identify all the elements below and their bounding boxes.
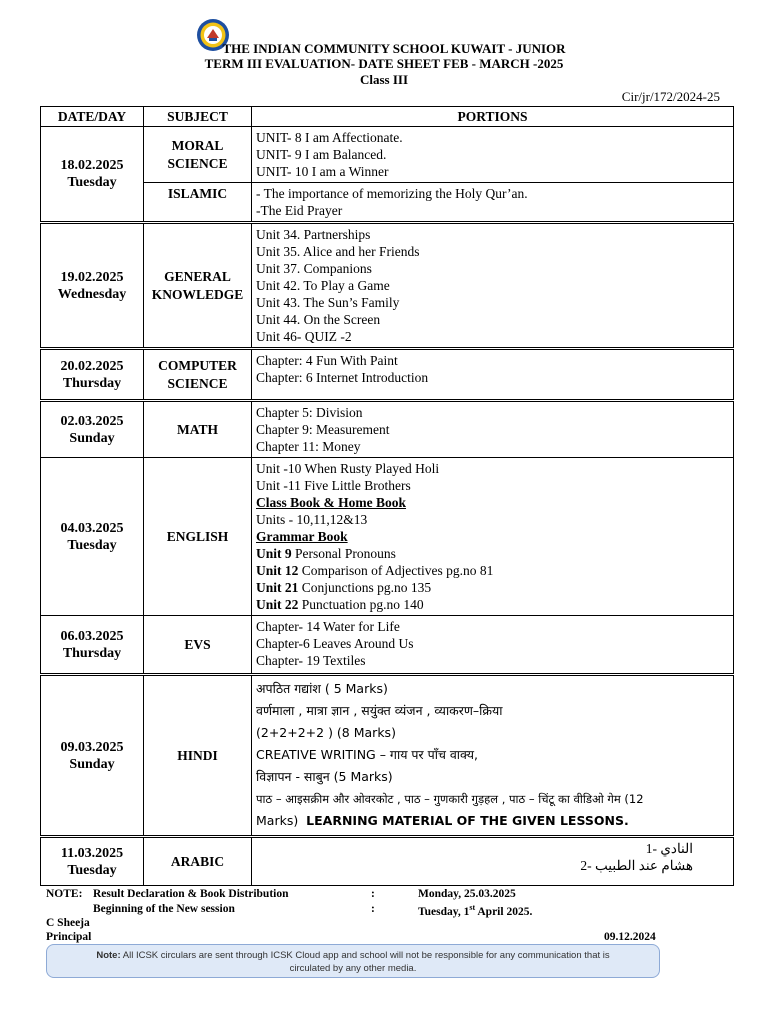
subject-name: ISLAMIC [167, 186, 228, 201]
grammar-line [256, 596, 729, 613]
subject-name: ARABIC [170, 853, 225, 869]
day-text: Tuesday [67, 537, 117, 553]
day-text: Wednesday [57, 286, 127, 302]
date-cell [41, 127, 144, 222]
portions-cell [252, 350, 734, 400]
grammar-line [256, 579, 729, 596]
date-text: 18.02.2025 [60, 158, 124, 173]
table-row [41, 616, 734, 674]
signatory-title: Principal [46, 931, 92, 943]
grammar-line [256, 562, 729, 579]
subject-name: ENGLISH [166, 528, 229, 544]
portion-line: Unit 44. On the Screen [256, 312, 381, 327]
grammar-unit: Unit 9 [256, 546, 292, 561]
subject-name: HINDI [177, 747, 218, 763]
day-text: Tuesday [67, 862, 117, 878]
subject-cell [144, 458, 252, 616]
classbook-heading: Class Book & Home Book [256, 495, 407, 510]
portions-cell [252, 676, 734, 836]
table-row [41, 676, 734, 836]
subject-name: COMPUTER [158, 357, 237, 373]
note-item-2: Beginning of the New session [93, 903, 235, 915]
table-row [41, 350, 734, 400]
note-item-1: Result Declaration & Book Distribution [93, 888, 289, 900]
portions-cell [252, 838, 734, 886]
portions-cell [252, 224, 734, 348]
table-row [41, 458, 734, 616]
header-date: DATE/DAY [41, 107, 144, 127]
portion-line: Chapter: 6 Internet Introduction [256, 370, 429, 385]
portion-line: UNIT- 8 I am Affectionate. [256, 130, 403, 145]
portion-line: Chapter- 14 Water for Life [256, 619, 400, 634]
subject-cell [144, 127, 252, 183]
footer-note-line [47, 949, 659, 962]
portion-line: 1- النادي [645, 841, 693, 856]
day-text: Thursday [62, 375, 122, 391]
day-text: Tuesday [67, 175, 117, 190]
note-label: NOTE: [46, 888, 83, 900]
subject-cell [144, 183, 252, 222]
portion-line: Unit 42. To Play a Game [256, 278, 390, 293]
date-text: 11.03.2025 [60, 845, 124, 861]
day-text: Thursday [62, 645, 122, 661]
portion-line: Chapter-6 Leaves Around Us [256, 636, 414, 651]
date-sheet-table-wrap [40, 106, 733, 886]
grammar-unit: Unit 12 [256, 563, 299, 578]
grammar-text: Conjunctions pg.no 135 [298, 580, 432, 595]
grammar-heading: Grammar Book [256, 529, 348, 544]
note-colon-2: : [371, 903, 375, 915]
portion-line: अपठित गद्यांश ( 5 Marks) [256, 681, 388, 696]
portion-line: UNIT- 10 I am a Winner [256, 164, 389, 179]
portion-line: Chapter: 4 Fun With Paint [256, 353, 398, 368]
circular-number: Cir/jr/172/2024-25 [621, 89, 720, 104]
portion-line: Chapter 9: Measurement [256, 422, 390, 437]
date-text: 06.03.2025 [60, 628, 124, 644]
subject-name: MORAL [171, 137, 224, 153]
date-cell [41, 224, 144, 348]
grammar-text: Comparison of Adjectives pg.no 81 [298, 563, 494, 578]
term-title: TERM III EVALUATION- DATE SHEET FEB - MARCH -2025 [204, 56, 564, 71]
portion-line: वर्णमाला , मात्रा ज्ञान , सयुंक्त व्यंजन , व्याकरण–क्रिया [256, 703, 503, 718]
date-cell [41, 838, 144, 886]
table-row [41, 402, 734, 458]
date-text: 09.03.2025 [60, 739, 124, 755]
subject-cell [144, 224, 252, 348]
portion-line: 2- هشام عند الطبيب [580, 858, 693, 873]
date-text: 04.03.2025 [60, 520, 124, 536]
table-row [41, 224, 734, 348]
header-portions: PORTIONS [252, 107, 734, 127]
subject-cell [144, 838, 252, 886]
portion-line: -The Eid Prayer [256, 203, 343, 218]
portion-line: Unit -11 Five Little Brothers [256, 478, 411, 493]
portions-cell [252, 616, 734, 674]
portion-line: Units - 10,11,12&13 [256, 512, 368, 527]
date-text: 20.02.2025 [60, 358, 124, 374]
note-date-text: April 2025. [475, 905, 533, 918]
date-cell [41, 350, 144, 400]
subject-name: KNOWLEDGE [151, 286, 244, 302]
grammar-line [256, 545, 729, 562]
date-cell [41, 616, 144, 674]
subject-name: SCIENCE [167, 375, 228, 391]
table-row [41, 127, 734, 183]
portion-line: Unit 43. The Sun’s Family [256, 295, 400, 310]
grammar-unit: Unit 22 [256, 597, 299, 612]
day-text: Sunday [69, 756, 115, 772]
portions-cell [252, 127, 734, 183]
note-colon-1: : [371, 888, 375, 900]
portion-line: विज्ञापन - साबुन (5 Marks) [256, 769, 393, 784]
subject-name: MATH [177, 421, 218, 437]
date-cell [41, 402, 144, 458]
school-name: THE INDIAN COMMUNITY SCHOOL KUWAIT - JUNIOR [222, 41, 566, 56]
portion-line: Unit 37. Companions [256, 261, 372, 276]
header-subject: SUBJECT [144, 107, 252, 127]
footer-note-line: circulated by any other media. [289, 963, 417, 974]
portion-line: (2+2+2+2 ) (8 Marks) [256, 725, 396, 740]
subject-name: SCIENCE [167, 155, 228, 171]
grammar-text: Personal Pronouns [291, 546, 396, 561]
table-row [41, 183, 734, 222]
portion-line: Unit 46- QUIZ -2 [256, 329, 352, 344]
portion-line: Unit -10 When Rusty Played Holi [256, 461, 440, 476]
portion-line: - The importance of memorizing the Holy Qur’an. [256, 186, 528, 201]
note-date-text: Tuesday, 1 [418, 905, 470, 918]
date-text: 19.02.2025 [60, 269, 124, 285]
class-title: Class III [359, 72, 409, 87]
date-sheet-table [40, 106, 734, 886]
note-date-sup: st [469, 903, 476, 912]
portion-text: Marks) [256, 813, 299, 828]
date-cell [41, 458, 144, 616]
portions-cell [252, 402, 734, 458]
grammar-unit: Unit 21 [256, 580, 299, 595]
date-cell [41, 676, 144, 836]
circular-date: 09.12.2024 [604, 931, 656, 943]
portions-cell [252, 458, 734, 616]
date-text: 02.03.2025 [60, 413, 124, 429]
portions-cell [252, 183, 734, 222]
subject-name: GENERAL [164, 268, 231, 284]
subject-name: EVS [184, 636, 211, 652]
footer-note-box [46, 944, 660, 978]
grammar-text: Punctuation pg.no 140 [298, 597, 424, 612]
learning-material-note: LEARNING MATERIAL OF THE GIVEN LESSONS. [306, 813, 629, 828]
portion-line: पाठ – आइसक्रीम और ओवरकोट , पाठ – गुणकारी गुड़हल , पाठ – चिंटू का वीडिओ गेम (12 [256, 792, 644, 806]
portion-line: Unit 34. Partnerships [256, 227, 371, 242]
portion-line: CREATIVE WRITING – गाय पर पाँच वाक्य, [256, 747, 478, 762]
portion-line: Unit 35. Alice and her Friends [256, 244, 420, 259]
portion-line: Chapter 5: Division [256, 405, 363, 420]
portion-line: UNIT- 9 I am Balanced. [256, 147, 387, 162]
table-header-row [41, 107, 734, 127]
note-item-2-date [418, 903, 532, 918]
note-item-1-date: Monday, 25.03.2025 [418, 888, 516, 900]
signatory-name: C Sheeja [46, 917, 90, 929]
portion-line [256, 810, 729, 832]
table-row [41, 838, 734, 886]
day-text: Sunday [69, 430, 115, 446]
subject-cell [144, 616, 252, 674]
footer-note-text: All ICSK circulars are sent through ICSK Cloud app and school will not be responsible for any communication that is [120, 950, 610, 961]
portion-line: Chapter 11: Money [256, 439, 361, 454]
footer-note-label: Note: [96, 950, 121, 961]
portion-line: Chapter- 19 Textiles [256, 653, 366, 668]
subject-cell [144, 350, 252, 400]
subject-cell [144, 402, 252, 458]
subject-cell [144, 676, 252, 836]
